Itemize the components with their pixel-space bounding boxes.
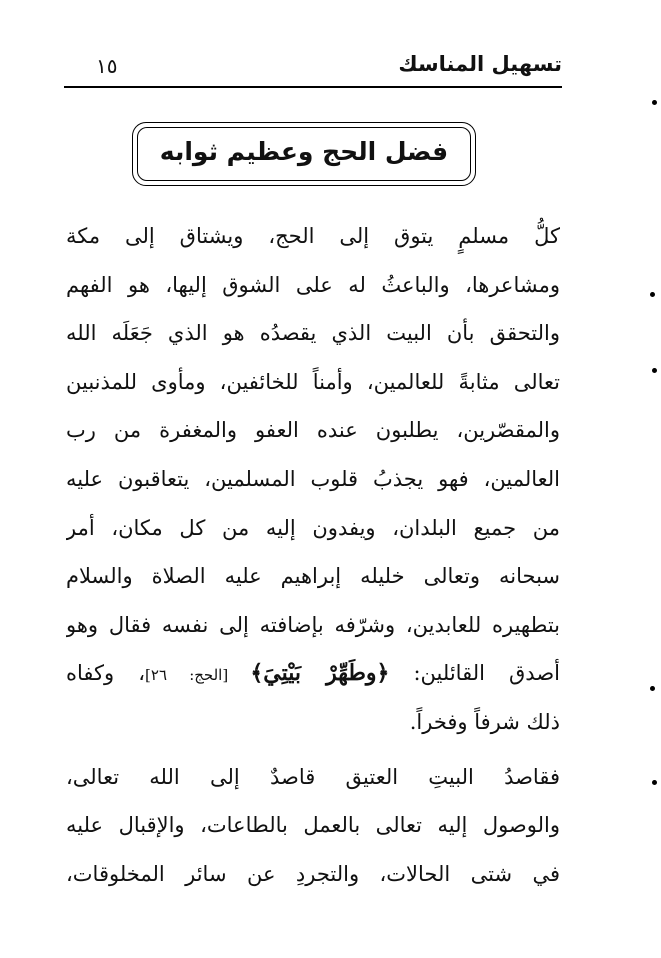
margin-speck xyxy=(652,100,657,105)
paragraph-line: بتطهيره للعابدين، وشرّفه بإضافته إلى نفسه فقال وهو xyxy=(66,612,560,637)
paragraph-last-line: ذلك شرفاً وفخراً. xyxy=(409,709,560,734)
section-title-frame xyxy=(132,122,476,186)
verse-line xyxy=(66,649,560,698)
section-title: فضل الحج وعظيم ثوابه xyxy=(159,137,449,166)
quran-verse: ﴿وطَهِّرْ بَيْتِيَ﴾ xyxy=(250,660,390,687)
margin-speck xyxy=(650,686,655,691)
verse-citation: [الحج: ٢٦] xyxy=(145,666,251,685)
verse-line-before: أصدق القائلين: xyxy=(389,661,560,686)
body-text xyxy=(66,212,560,898)
page-number: ١٥ xyxy=(96,54,118,78)
verse-line-after: ، وكفاه xyxy=(66,661,146,686)
paragraph-line: العالمين، فهو يجذبُ قلوب المسلمين، يتعاقبون عليه xyxy=(66,466,560,491)
paragraph-line: تعالى مثابةً للعالمين، وأمناً للخائفين، ومأوى للمذنبين xyxy=(66,369,560,394)
paragraph-line: كلُّ مسلمٍ يتوق إلى الحج، ويشتاق إلى مكة xyxy=(66,224,560,248)
book-title: تسهيل المناسك xyxy=(398,52,562,76)
paragraph-line: في شتى الحالات، والتجردِ عن سائر المخلوقات، xyxy=(66,861,560,886)
margin-speck xyxy=(652,780,657,785)
margin-speck xyxy=(652,368,657,373)
paragraph-line: والتحقق بأن البيت الذي يقصدُه هو الذي جَعَلَه الله xyxy=(66,321,560,346)
header-rule xyxy=(64,86,562,88)
paragraph-line: من جميع البلدان، ويفدون إليه من كل مكان، أمر xyxy=(66,515,560,540)
paragraph-line: والوصول إليه تعالى بالعمل بالطاعات، والإقبال عليه xyxy=(66,813,560,838)
margin-speck xyxy=(650,292,655,297)
paragraph-line: ومشاعرها، والباعثُ له على الشوق إليها، هو الفهم xyxy=(66,272,560,297)
paragraph-line: سبحانه وتعالى خليله إبراهيم عليه الصلاة والسلام xyxy=(66,564,560,589)
page-header xyxy=(64,52,562,86)
paragraph-line: فقاصدُ البيتِ العتيق قاصدٌ إلى الله تعالى، xyxy=(66,764,560,789)
paragraph-line: والمقصّرين، يطلبون عنده العفو والمغفرة من رب xyxy=(66,418,560,443)
